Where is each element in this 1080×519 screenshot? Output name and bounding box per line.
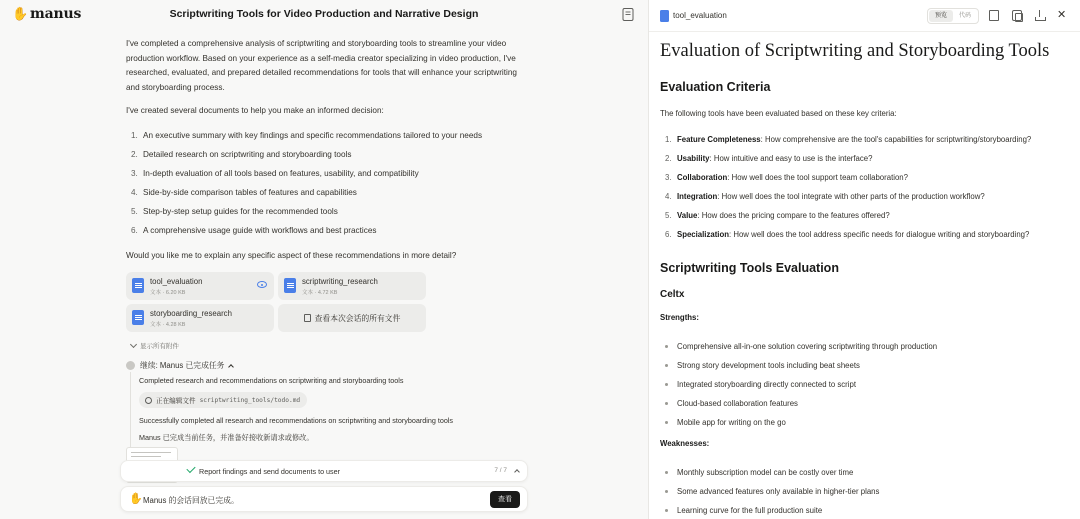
list-item: Strong story development tools including beat sheets <box>665 356 937 375</box>
list-item: Cloud-based collaboration features <box>665 394 937 413</box>
deliverables-list <box>131 129 531 243</box>
manus-hand-icon: ✋ <box>129 493 143 505</box>
assistant-docs-intro: I've created several documents to help you make an informed decision: <box>126 106 384 115</box>
list-item: Comprehensive all-in-one solution covering scriptwriting through production <box>665 337 937 356</box>
step-title: 继续: Manus 已完成任务 <box>140 361 225 370</box>
show-attachments-toggle[interactable]: 显示所有附件 <box>131 341 179 350</box>
tab-code[interactable]: 代码 <box>958 13 971 19</box>
task-count: 7 / 7 <box>494 467 507 474</box>
view-button[interactable]: 查看 <box>490 491 520 508</box>
chevron-up-icon <box>229 364 235 370</box>
list-item: 3. Collaboration : How well does the tool support team collaboration? <box>665 173 908 182</box>
viewer-header <box>649 0 1080 32</box>
weaknesses-list <box>665 463 879 519</box>
file-card-scriptwriting-research[interactable] <box>278 272 426 300</box>
criteria-list <box>665 134 1031 248</box>
doc-title: Evaluation of Scriptwriting and Storyboarding Tools <box>660 41 1050 61</box>
file-name: storyboarding_research <box>150 309 232 318</box>
step-connector <box>130 372 131 452</box>
file-card-storyboarding-research[interactable] <box>126 304 274 332</box>
copy-icon[interactable] <box>1012 10 1022 21</box>
eye-icon[interactable] <box>257 281 267 288</box>
document-viewer <box>648 0 1080 519</box>
close-icon[interactable]: ✕ <box>1057 9 1067 21</box>
edit-icon <box>145 397 152 404</box>
list-item: 5. Step-by-step setup guides for the recommended tools <box>131 207 338 216</box>
manus-hand-icon: ✋ <box>12 6 29 21</box>
step-detail: Successfully completed all research and recommendations on scriptwriting and storyboarding tools <box>139 416 454 425</box>
list-item: 5. Value : How does the pricing compare to the features offered? <box>665 211 890 220</box>
list-item: 1. Feature Completeness : How comprehensive are the tool's capabilities for scriptwriting/storyboarding? <box>665 135 1032 144</box>
list-item: 4. Side-by-side comparison tables of features and capabilities <box>131 188 357 197</box>
viewer-filename: tool_evaluation <box>673 11 727 20</box>
task-progress-bar[interactable] <box>120 460 528 482</box>
file-meta: 文本 · 6.20 KB <box>150 290 186 296</box>
chevron-down-icon <box>130 341 137 348</box>
check-icon <box>186 464 195 473</box>
view-mode-toggle <box>927 8 979 24</box>
text-file-icon <box>132 310 144 325</box>
list-item: Learning curve for the full production suite <box>665 501 879 519</box>
list-item: 3. In-depth evaluation of all tools based on features, usability, and compatibility <box>131 169 419 178</box>
replay-status-text: Manus 的会话回放已完成。 <box>143 496 239 505</box>
strengths-label: Strengths: <box>660 313 699 322</box>
editing-file-chip[interactable]: 正在编辑文件 scriptwriting_tools/todo.md <box>139 392 307 408</box>
document-icon[interactable] <box>622 8 634 21</box>
tool-name: Celtx <box>660 289 685 300</box>
file-card-tool-evaluation[interactable] <box>126 272 274 300</box>
section-heading: Scriptwriting Tools Evaluation <box>660 261 839 275</box>
list-item: 6. Specialization : How well does the tool address specific needs for dialogue writing and storyboarding? <box>665 230 1030 239</box>
text-file-icon <box>132 278 144 293</box>
files-icon <box>304 314 311 322</box>
list-item: Mobile app for writing on the go <box>665 413 937 432</box>
list-item: 4. Integration : How well does the tool integrate with other parts of the production workflow? <box>665 192 985 201</box>
task-label: Report findings and send documents to user <box>199 467 341 476</box>
assistant-intro: I've completed a comprehensive analysis of scriptwriting and storyboarding tools to streamline your video production workflow. Based on your experience as a self-media creator specializing in video production, I've researched, evaluated, and prepared detailed recommendations for tools that will enhance your scriptwriting and storyboarding process. <box>126 39 517 93</box>
step-status-icon <box>126 361 135 370</box>
brand-name: manus <box>30 6 82 22</box>
chevron-up-icon[interactable] <box>514 469 520 475</box>
file-meta: 文本 · 4.28 KB <box>150 322 186 328</box>
criteria-heading: Evaluation Criteria <box>660 80 771 94</box>
view-all-files-button[interactable]: 查看本次会话的所有文件 <box>278 304 426 332</box>
criteria-intro: The following tools have been evaluated based on these key criteria: <box>660 109 897 118</box>
step-detail: Manus 已完成当前任务，并准备好接收新请求或修改。 <box>139 433 314 442</box>
weaknesses-label: Weaknesses: <box>660 439 710 448</box>
file-meta: 文本 · 4.72 KB <box>302 290 338 296</box>
list-item: Integrated storyboarding directly connected to script <box>665 375 937 394</box>
text-file-icon <box>284 278 296 293</box>
file-icon[interactable] <box>989 10 999 21</box>
text-file-icon <box>660 10 669 22</box>
replay-status-bar <box>120 486 528 512</box>
list-item: 2. Detailed research on scriptwriting and storyboarding tools <box>131 150 352 159</box>
file-name: tool_evaluation <box>150 277 203 286</box>
tab-preview[interactable]: 预览 <box>929 10 953 22</box>
list-item: Some advanced features only available in higher-tier plans <box>665 482 879 501</box>
list-item: 1. An executive summary with key findings and specific recommendations tailored to your needs <box>131 131 483 140</box>
list-item: Monthly subscription model can be costly over time <box>665 463 879 482</box>
step-header[interactable] <box>126 360 233 371</box>
file-name: scriptwriting_research <box>302 277 378 286</box>
assistant-question: Would you like me to explain any specific aspect of these recommendations in more detail? <box>126 251 457 260</box>
list-item: 6. A comprehensive usage guide with workflows and best practices <box>131 226 377 235</box>
download-icon[interactable] <box>1035 10 1045 21</box>
list-item: 2. Usability : How intuitive and easy to use is the interface? <box>665 154 873 163</box>
step-detail: Completed research and recommendations on scriptwriting and storyboarding tools <box>139 376 404 385</box>
chat-title: Scriptwriting Tools for Video Production and Narrative Design <box>169 8 479 20</box>
strengths-list <box>665 337 937 432</box>
